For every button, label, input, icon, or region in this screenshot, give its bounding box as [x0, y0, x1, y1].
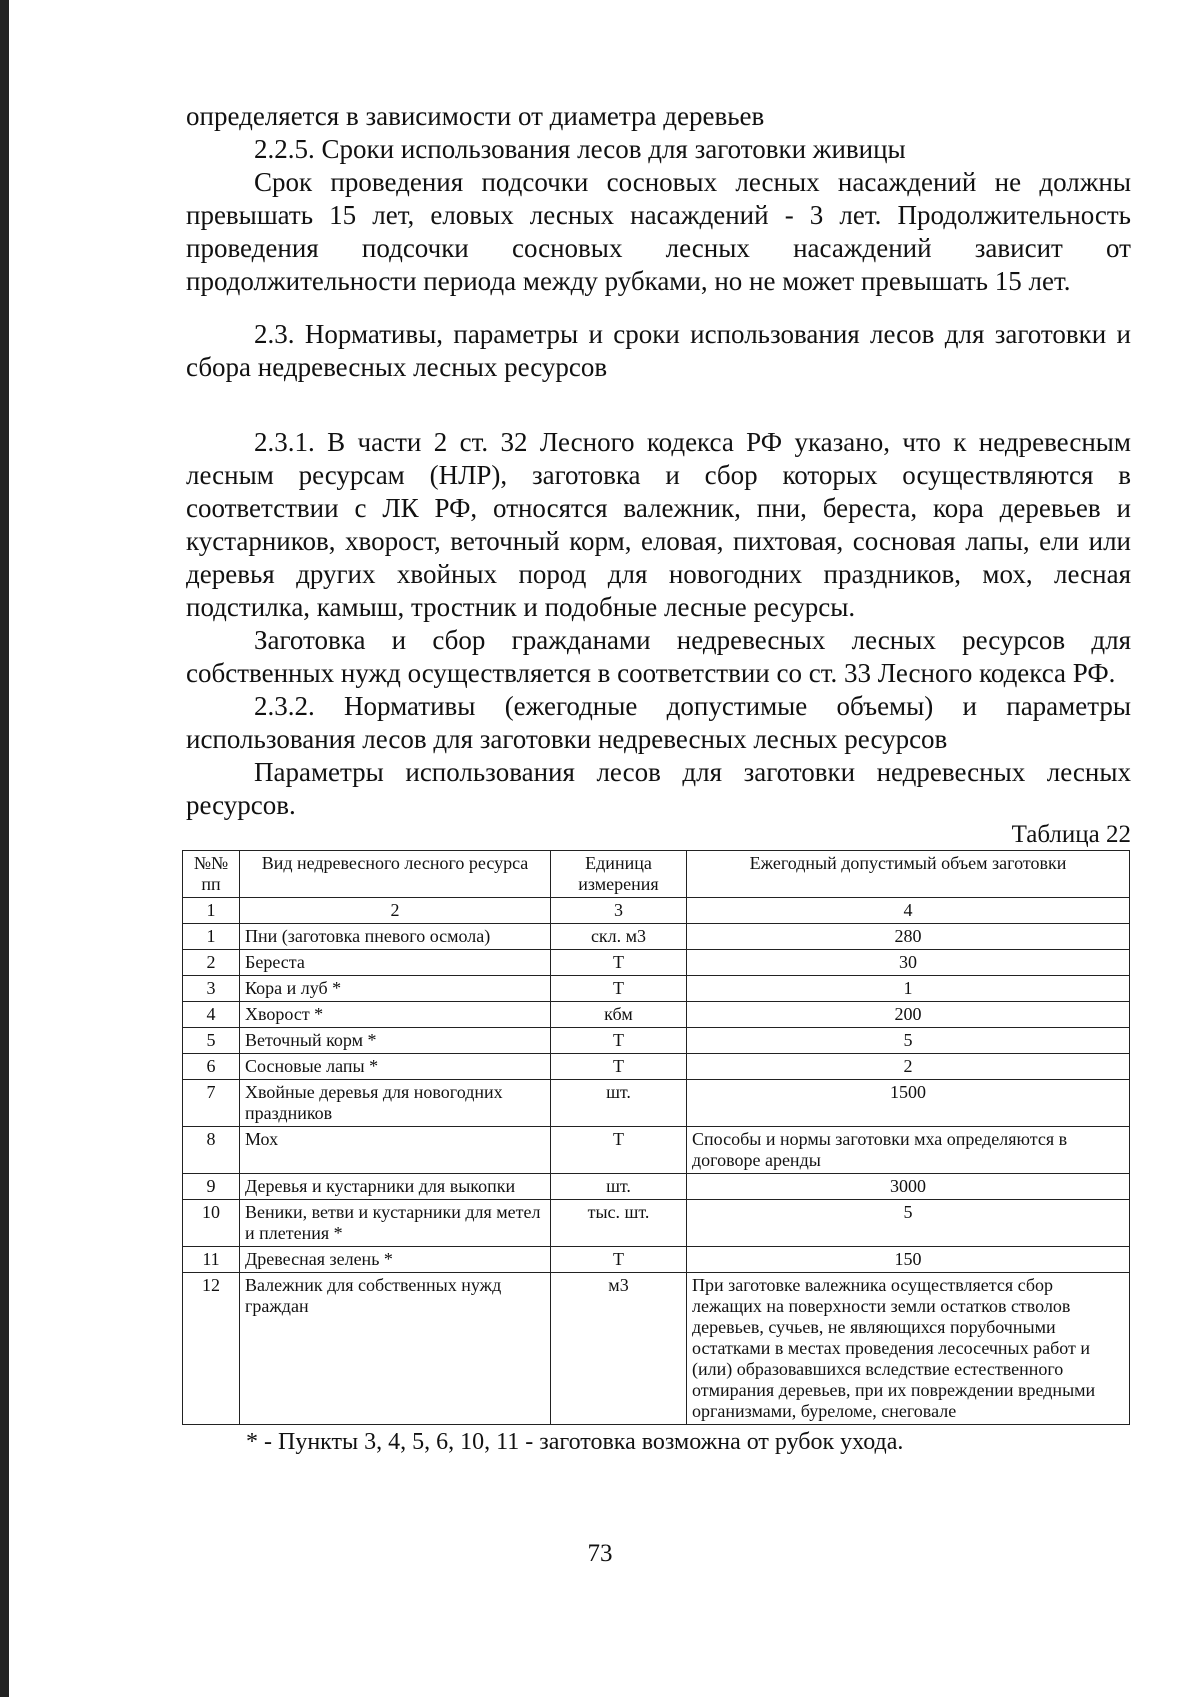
row-unit: Т	[551, 976, 687, 1002]
table-header-row	[183, 851, 1130, 898]
row-name: Веники, ветви и кустарники для метел и плетения *	[240, 1200, 551, 1247]
row-unit: м3	[551, 1273, 687, 1425]
header-no: №№ пп	[183, 851, 240, 898]
row-no: 7	[183, 1080, 240, 1127]
table-row	[183, 1174, 1130, 1200]
row-volume: 1	[687, 976, 1130, 1002]
row-unit: тыс. шт.	[551, 1200, 687, 1247]
column-number: 4	[687, 898, 1130, 924]
row-volume: 1500	[687, 1080, 1130, 1127]
table-row	[183, 976, 1130, 1002]
row-name: Береста	[240, 950, 551, 976]
row-volume: 150	[687, 1247, 1130, 1273]
header-unit: Единица измерения	[551, 851, 687, 898]
row-volume: 2	[687, 1054, 1130, 1080]
row-name: Хворост *	[240, 1002, 551, 1028]
row-unit: кбм	[551, 1002, 687, 1028]
row-no: 2	[183, 950, 240, 976]
resource-table	[182, 850, 1130, 1425]
column-number-row	[183, 898, 1130, 924]
row-volume: 200	[687, 1002, 1130, 1028]
header-volume: Ежегодный допустимый объем заготовки	[687, 851, 1130, 898]
row-no: 1	[183, 924, 240, 950]
row-no: 10	[183, 1200, 240, 1247]
row-volume: 30	[687, 950, 1130, 976]
table-row	[183, 1200, 1130, 1247]
row-no: 8	[183, 1127, 240, 1174]
row-no: 9	[183, 1174, 240, 1200]
table-row	[183, 1054, 1130, 1080]
table-row	[183, 1002, 1130, 1028]
page-number: 73	[587, 1540, 613, 1567]
row-volume: Способы и нормы заготовки мха определяются в договоре аренды	[687, 1127, 1130, 1174]
row-unit: Т	[551, 950, 687, 976]
row-name: Мох	[240, 1127, 551, 1174]
document-page	[186, 100, 1131, 1457]
row-name: Древесная зелень *	[240, 1247, 551, 1273]
row-no: 6	[183, 1054, 240, 1080]
table-row	[183, 1273, 1130, 1425]
paragraph-citizen-harvest: Заготовка и сбор гражданами недревесных лесных ресурсов для собственных нужд осуществляется в соответствии со ст. 33 Лесного кодекса РФ.	[186, 625, 1131, 688]
paragraph-parameters: Параметры использования лесов для заготовки недревесных лесных ресурсов.	[186, 757, 1131, 820]
row-name: Хвойные деревья для новогодних праздников	[240, 1080, 551, 1127]
row-unit: скл. м3	[551, 924, 687, 950]
column-number: 2	[240, 898, 551, 924]
row-unit: Т	[551, 1127, 687, 1174]
row-unit: Т	[551, 1247, 687, 1273]
row-unit: шт.	[551, 1174, 687, 1200]
row-no: 11	[183, 1247, 240, 1273]
table-row	[183, 924, 1130, 950]
row-no: 4	[183, 1002, 240, 1028]
row-volume: 3000	[687, 1174, 1130, 1200]
row-volume: 5	[687, 1028, 1130, 1054]
row-no: 12	[183, 1273, 240, 1425]
paragraph-continuation: определяется в зависимости от диаметра деревьев	[186, 101, 765, 131]
section-heading-2-3-2: 2.3.2. Нормативы (ежегодные допустимые объемы) и параметры использования лесов для заготовки недревесных лесных ресурсов	[186, 691, 1131, 754]
row-no: 5	[183, 1028, 240, 1054]
header-name: Вид недревесного лесного ресурса	[240, 851, 551, 898]
row-name: Сосновые лапы *	[240, 1054, 551, 1080]
paragraph-resin-tapping: Срок проведения подсочки сосновых лесных насаждений не должны превышать 15 лет, еловых лесных насаждений - 3 лет. Продолжительность проведения подсочки сосновых лесных насаждений зависит от продолжительности периода между рубками, но не может превышать 15 лет.	[186, 167, 1131, 296]
column-number: 1	[183, 898, 240, 924]
table-row	[183, 1127, 1130, 1174]
paragraph-2-3-1: 2.3.1. В части 2 ст. 32 Лесного кодекса РФ указано, что к недревесным лесным ресурсам (НЛР), заготовка и сбор которых осуществляются в соответствии с ЛК РФ, относятся валежник, пни, береста, кора деревьев и кустарников, хворост, веточный корм, еловая, пихтовая, сосновая лапы, ели или деревья других хвойных пород для новогодних праздников, мох, лесная подстилка, камыш, тростник и подобные лесные ресурсы.	[186, 427, 1131, 622]
scan-edge-border	[0, 0, 9, 1697]
section-heading-2-3: 2.3. Нормативы, параметры и сроки использования лесов для заготовки и сбора недревесных лесных ресурсов	[186, 319, 1131, 382]
section-heading-2-2-5: 2.2.5. Сроки использования лесов для заготовки живицы	[254, 134, 906, 164]
row-unit: шт.	[551, 1080, 687, 1127]
row-name: Пни (заготовка пневого осмола)	[240, 924, 551, 950]
row-name: Кора и луб *	[240, 976, 551, 1002]
row-name: Веточный корм *	[240, 1028, 551, 1054]
row-volume: 5	[687, 1200, 1130, 1247]
table-caption: Таблица 22	[1011, 821, 1131, 848]
row-volume: 280	[687, 924, 1130, 950]
table-row	[183, 1080, 1130, 1127]
row-no: 3	[183, 976, 240, 1002]
table-row	[183, 950, 1130, 976]
row-name: Деревья и кустарники для выкопки	[240, 1174, 551, 1200]
row-name: Валежник для собственных нужд граждан	[240, 1273, 551, 1425]
row-unit: Т	[551, 1028, 687, 1054]
row-volume: При заготовке валежника осуществляется сбор лежащих на поверхности земли остатков стволов деревьев, сучьев, не являющихся порубочными остатками в местах проведения лесосечных работ и (или) образовавшихся вследствие естественного отмирания деревьев, при их повреждении вредными организмами, буреломе, снеговале	[687, 1273, 1130, 1425]
table-row	[183, 1247, 1130, 1273]
table-row	[183, 1028, 1130, 1054]
table-footnote: * - Пункты 3, 4, 5, 6, 10, 11 - заготовка возможна от рубок ухода.	[246, 1429, 904, 1455]
column-number: 3	[551, 898, 687, 924]
row-unit: Т	[551, 1054, 687, 1080]
